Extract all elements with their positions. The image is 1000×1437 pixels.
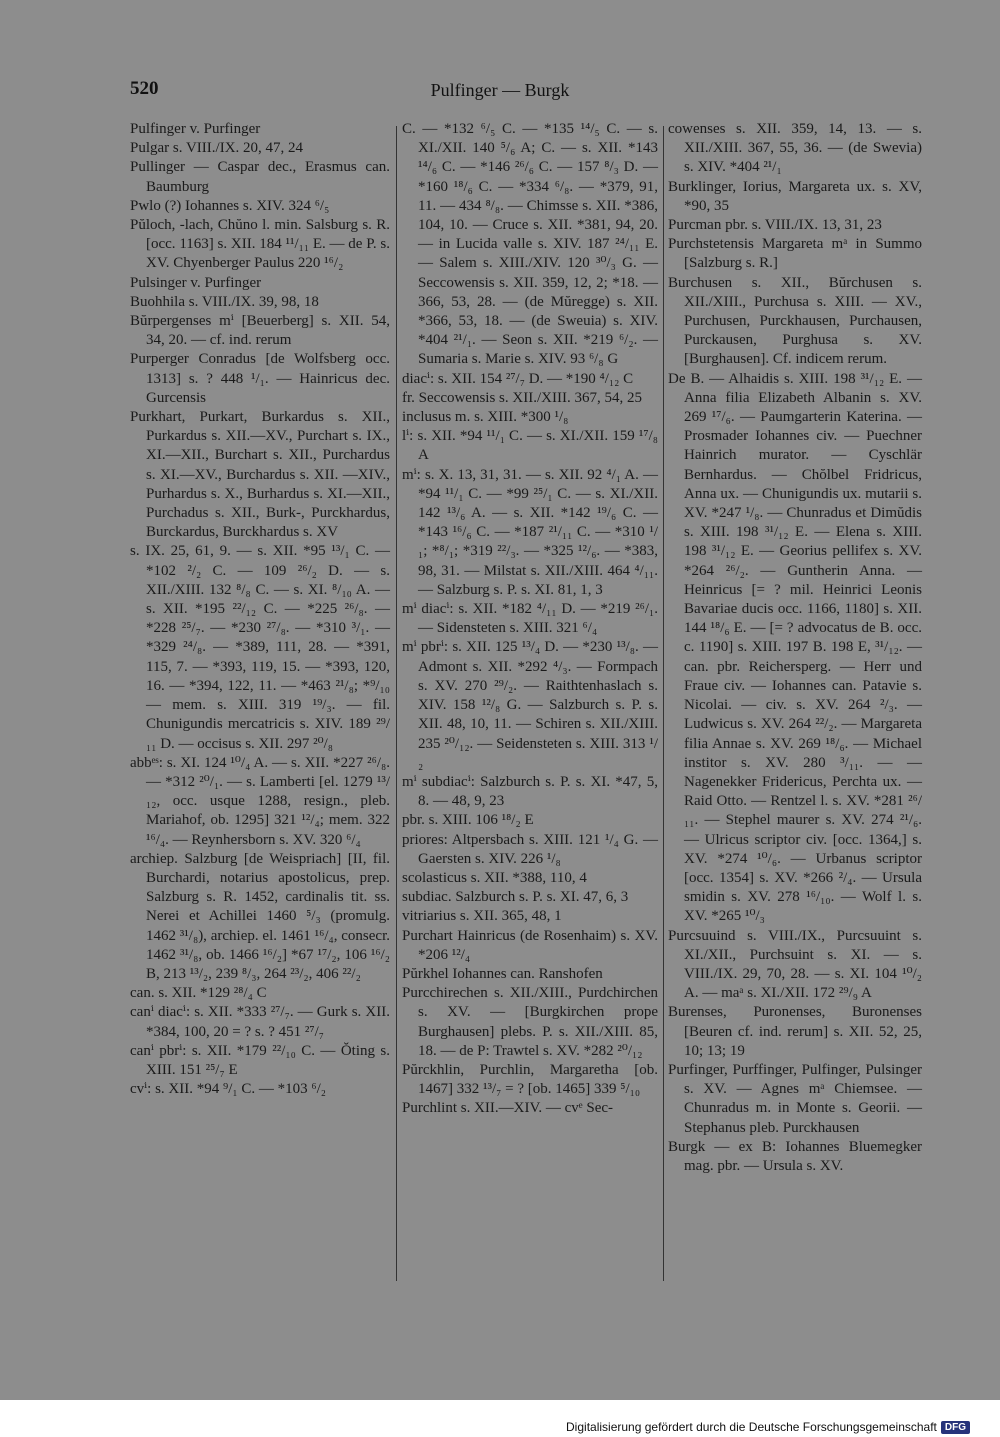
index-entry: Burenses, Puronenses, Buronenses [Beuren cf. ind. rerum] s. XII. 52, 25, 10; 13; 19 (668, 1004, 922, 1059)
index-entry: mⁱ subdiacⁱ: Salzburch s. P. s. XI. *47, 5, 8. — 48, 9, 23 (402, 773, 658, 810)
index-entry: Pullinger — Caspar dec., Erasmus can. Baumburg (130, 159, 390, 195)
funding-footer (566, 1420, 970, 1434)
index-entry: mⁱ diacⁱ: s. XII. *182 ⁴/₁₁ D. — *219 ²⁶/₁. — Sidensteten s. XIII. 321 ⁶/₄ (402, 601, 658, 637)
index-entry: abbᵉˢ: s. XI. 124 ¹⁰/₄ A. — s. XII. *227 ²⁶/₈. — *312 ²⁰/₁. — s. Lamberti [el. 1279 ¹³/₁₂, occ. usque 1288, resign., pleb. Mariahof, ob. 1295] 321 ¹²/₄; mem. 322 ¹⁶/₄. — Reynhersborn s. XV. 320 ⁶/₄ (130, 754, 390, 848)
index-entry: Pulsinger v. Purfinger (130, 274, 262, 291)
index-entry: Purchlint s. XII.—XIV. — cvᵉ Sec- (402, 1100, 614, 1117)
index-entry: can. s. XII. *129 ²⁸/₄ C (130, 985, 267, 1002)
column-middle (402, 120, 658, 1119)
index-entry: Pŭloch, -lach, Chŭno l. min. Salsburg s. R. [occ. 1163] s. XII. 184 ¹¹/₁₁ E. — de P. s. XV. Chyenberger Paulus 220 ¹⁶/₂ (130, 217, 390, 272)
index-entry: cvⁱ: s. XII. *94 ⁹/₁ C. — *103 ⁶/₂ (130, 1081, 327, 1098)
index-entry: archiep. Salzburg [de Weispriach] [II, fil. Burchardi, notarius apostolicus, prep. Salzburg s. R. 1452, cardinalis tit. ss. Nerei et Achillei 1460 ⁵/₃ (promulg. 1462 ³¹/₈), archiep. el. 1461 ¹⁶/₄, consecr. 1462 ³¹/₈, ob. 1466 ¹⁶/₂] *67 ¹⁷/₂, 106 ¹⁶/₂ B, 213 ¹³/₂, 239 ⁸/₃, 264 ²³/₂, 406 ²²/₂ (130, 850, 390, 982)
index-entry: Burgk — ex B: Iohannes Bluemegker mag. pbr. — Ursula s. XV. (668, 1138, 922, 1174)
index-entry: Purcman pbr. s. VIII./IX. 13, 31, 23 (668, 217, 882, 234)
index-entry: scolasticus s. XII. *388, 110, 4 (402, 869, 587, 886)
column-divider (396, 126, 397, 1281)
index-entry: Bŭrpergenses mⁱ [Beuerberg] s. XII. 54, 34, 20. — cf. ind. rerum (130, 313, 390, 349)
index-entry: Purchstetensis Margareta mᵃ in Summo [Salzburg s. R.] (668, 236, 922, 272)
index-entry: cowenses s. XII. 359, 14, 13. — s. XII./XIII. 367, 55, 36. — (de Swevia) s. XIV. *404 ²¹/₁ (668, 121, 922, 176)
index-entry: canⁱ diacⁱ: s. XII. *333 ²⁷/₇. — Gurk s. XII. *384, 100, 20 = ? s. ? 451 ²⁷/₇ (130, 1004, 390, 1040)
index-entry: canⁱ pbrⁱ: s. XII. *179 ²²/₁₀ C. — Ŏting s. XIII. 151 ²⁵/₇ E (130, 1042, 390, 1078)
index-entry: Burklinger, Iorius, Margareta ux. s. XV, *90, 35 (668, 178, 922, 214)
index-entry: De B. — Alhaidis s. XIII. 198 ³¹/₁₂ E. — Anna filia Elizabeth Albanin s. XV. 269 ¹⁷/₆. — Paumgarterin Katerina. — Prosmader Iohannes civ. — Puechner Hainrich murator. — Cyschlär Bernhardus. — Chŏlbel Fridricus, Anna ux. — Chunigundis ux. mutarii s. XV. *247 ¹/₈. — Chunradus et Dimŭdis s. XIII. 198 ³¹/₁₂ E. — Elena s. XIII. 198 ³¹/₁₂ E. — Georius pellifex s. XV. *264 ²⁶/₂. — Guntherin Anna. — Heinricus [= ? mil. Heinrici Leonis Bavariae ducis occ. 1166, 1180] s. XII. 144 ¹⁸/₆ E. — [= ? advocatus de B. occ. c. 1190] s. XIII. 197 B. 198 E, ³¹/₁₂. — can. pbr. Reichersperg. — Herr und Fraue civ. — Iohannes can. Patavie s. Nicolai. — civ. s. XV. 264 ²/₃. — Ludwicus s. XV. 264 ²²/₂. — Margareta filia Annae s. XV. 269 ¹⁸/₆. — Michael institor s. XV. 280 ³/₁₁. — — Nagenekker Fridericus, Perchta ux. — Raid Otto. — Rentzel l. s. XV. *281 ²⁶/₁₁. — Stephel maurer s. XV. 274 ²¹/₆. — Ulricus scriptor civ. [occ. 1364,] s. XV. *274 ¹⁰/₆. — Urbanus scriptor [occ. 1354] s. XV. *266 ²/₄. — Ursula smidin s. XV. 278 ¹⁶/₁₀. — Wolf l. s. XV. *265 ¹⁰/₃ (668, 370, 922, 925)
index-entry: Pŭrkhel Iohannes can. Ranshofen (402, 965, 603, 982)
index-entry: subdiac. Salzburch s. P. s. XI. 47, 6, 3 (402, 889, 629, 906)
index-entry: fr. Seccowensis s. XII./XIII. 367, 54, 25 (402, 389, 642, 406)
index-entry: Purperger Conradus [de Wolfsberg occ. 1313] s. ? 448 ¹/₁. — Hainricus dec. Gurcensis (130, 351, 390, 406)
index-entry: inclusus m. s. XIII. *300 ¹/₈ (402, 409, 569, 426)
index-entry: Pŭrckhlin, Purchlin, Margaretha [ob. 1467] 332 ¹³/₇ = ? [ob. 1465] 339 ⁵/₁₀ (402, 1061, 658, 1098)
index-entry: lⁱ: s. XII. *94 ¹¹/₁ C. — s. XI./XII. 159 ¹⁷/₈ A (402, 428, 658, 464)
index-entry: C. — *132 ⁶/₅ C. — *135 ¹⁴/₅ C. — s. XI./XII. 140 ⁵/₆ A; C. — s. XII. *143 ¹⁴/₆ C. — *146 ²⁶/₆ C. — 157 ⁸/₃ D. — *160 ¹⁸/₆ C. — *334 ⁶/₈. — *379, 91, 11. — 434 ⁸/₈. — Chimsse s. XII. *386, 104, 10. — Cruce s. XII. *381, 94, 20. — in Lucida valle s. XIV. 187 ²⁴/₁₁ E. — Salem s. XIII./XIV. 120 ³⁰/₃ G. — Seccowensis s. XII. 359, 12, 2; *18. — 366, 53, 28. — (de Mŭregge) s. XII. *366, 53, 18. — (de Sweuia) s. XIV. *404 ²¹/₁. — Seon s. XII. *219 ⁶/₂. — Sumaria s. Marie s. XIV. 93 ⁶/₈ G (402, 121, 658, 368)
index-entry: pbr. s. XIII. 106 ¹⁸/₂ E (402, 812, 534, 829)
running-title: Pulfinger — Burgk (430, 80, 570, 100)
index-entry: Pulgar s. VIII./IX. 20, 47, 24 (130, 140, 304, 157)
index-entry: mⁱ pbrⁱ: s. XII. 125 ¹³/₄ D. — *230 ¹³/₈. — Admont s. XII. *292 ⁴/₃. — Formpach s. XV. 270 ²⁹/₂. — Raithtenhaslach s. XIV. 158 ¹²/₈ G. — Salzburch s. P. s. XII. 48, 10, 11. — Schiren s. XII./XIII. 235 ²⁰/₁₂. — Seidensteten s. XIII. 313 ¹/₂ (402, 639, 658, 771)
index-entry: Pulfinger v. Purfinger (130, 121, 261, 137)
index-entry: diacⁱ: s. XII. 154 ²⁷/₇ D. — *190 ⁴/₁₂ C (402, 370, 634, 387)
dfg-logo: DFG (941, 1421, 970, 1434)
index-entry: Purcsuuind s. VIII./IX., Purcsuuint s. XI./XII., Purchsuint s. XI. — s. VIII./IX. 29, 70, 28. — s. XI. 104 ¹⁰/₂ A. — maᵃ s. XI./XII. 172 ²⁹/₉ A (668, 927, 922, 1002)
column-divider (663, 126, 664, 1281)
index-entry: Pwlo (?) Iohannes s. XIV. 324 ⁶/₅ (130, 197, 330, 214)
column-left (130, 120, 390, 1099)
index-entry: Purkhart, Purkart, Burkardus s. XII., Purkardus s. XII.—XV., Purchart s. IX., XI.—XII., Burchart s. XII., Purchardus s. XI.—XV., Burchardus s. XII. —XIV., Purhardus s. X., Burhardus s. XI.—XII., Purchadus s. XII., Burk-, Purckhardus, Burckardus, Burckhardus s. XV (130, 409, 390, 541)
column-right (668, 120, 922, 1176)
footer-text: Digitalisierung gefördert durch die Deutsche Forschungsgemeinschaft (566, 1420, 937, 1434)
index-entry: vitriarius s. XII. 365, 48, 1 (402, 908, 562, 925)
page-number: 520 (130, 78, 159, 99)
index-entry: mⁱ: s. X. 13, 31, 31. — s. XII. 92 ⁴/₁ A. — *94 ¹¹/₁ C. — *99 ²⁵/₁ C. — s. XI./XII. 142 ¹³/₆ A. — s. XII. *142 ¹⁹/₆ C. — *143 ¹⁶/₆ C. — *187 ²¹/₁₁ C. — *310 ¹/₁; *⁸/₁; *319 ²²/₃. — *325 ¹²/₆. — *383, 98, 31. — Milstat s. XII./XIII. 464 ⁴/₁₁. — Salzburg s. P. s. XI. 81, 1, 3 (402, 466, 658, 598)
index-entry: Purcchirechen s. XII./XIII., Purdchirchen s. XV. — [Burgkirchen prope Burghausen] plebs. P. s. XII./XIII. 85, 18. — de P: Trawtel s. XV. *282 ²⁰/₁₂ (402, 985, 658, 1059)
index-entry: s. IX. 25, 61, 9. — s. XII. *95 ¹³/₁ C. — *102 ²/₂ C. — 109 ²⁶/₂ D. — s. XII./XIII. 132 ⁸/₈ C. — s. XI. ⁸/₁₀ A. — s. XII. *195 ²²/₁₂ C. — *225 ²⁶/₈. — *228 ²⁵/₇. — *230 ²⁷/₈. — *310 ³/₁. — *329 ²⁴/₈. — *389, 111, 28. — *391, 115, 7. — *393, 119, 15. — *393, 120, 16. — *394, 122, 11. — *463 ²¹/₈; *⁹/₁₀ — mem. s. XIII. 319 ¹⁹/₃. — fil. Chunigundis mercatricis s. XIV. 189 ²⁹/₁₁ D. — occisus s. XII. 297 ²⁰/₈ (130, 543, 390, 752)
index-entry: Burchusen s. XII., Bŭrchusen s. XII./XIII., Purchusa s. XIII. — XV., Purchusen, Purckhausen, Purchausen, Purckausen, Purghusa s. XV. [Burghausen]. Cf. indicem rerum. (668, 274, 922, 368)
index-entry: priores: Altpersbach s. XIII. 121 ¹/₄ G. — Gaersten s. XIV. 226 ¹/₈ (402, 831, 658, 867)
index-entry: Purchart Hainricus (de Rosenhaim) s. XV. *206 ¹²/₄ (402, 927, 658, 963)
index-entry: Purfinger, Purffinger, Pulfinger, Pulsinger s. XV. — Agnes mᵃ Chiemsee. — Chunradus m. in Monte s. Georii. — Stephanus pleb. Purckhausen (668, 1061, 922, 1136)
index-entry: Buohhila s. VIII./IX. 39, 98, 18 (130, 293, 319, 310)
